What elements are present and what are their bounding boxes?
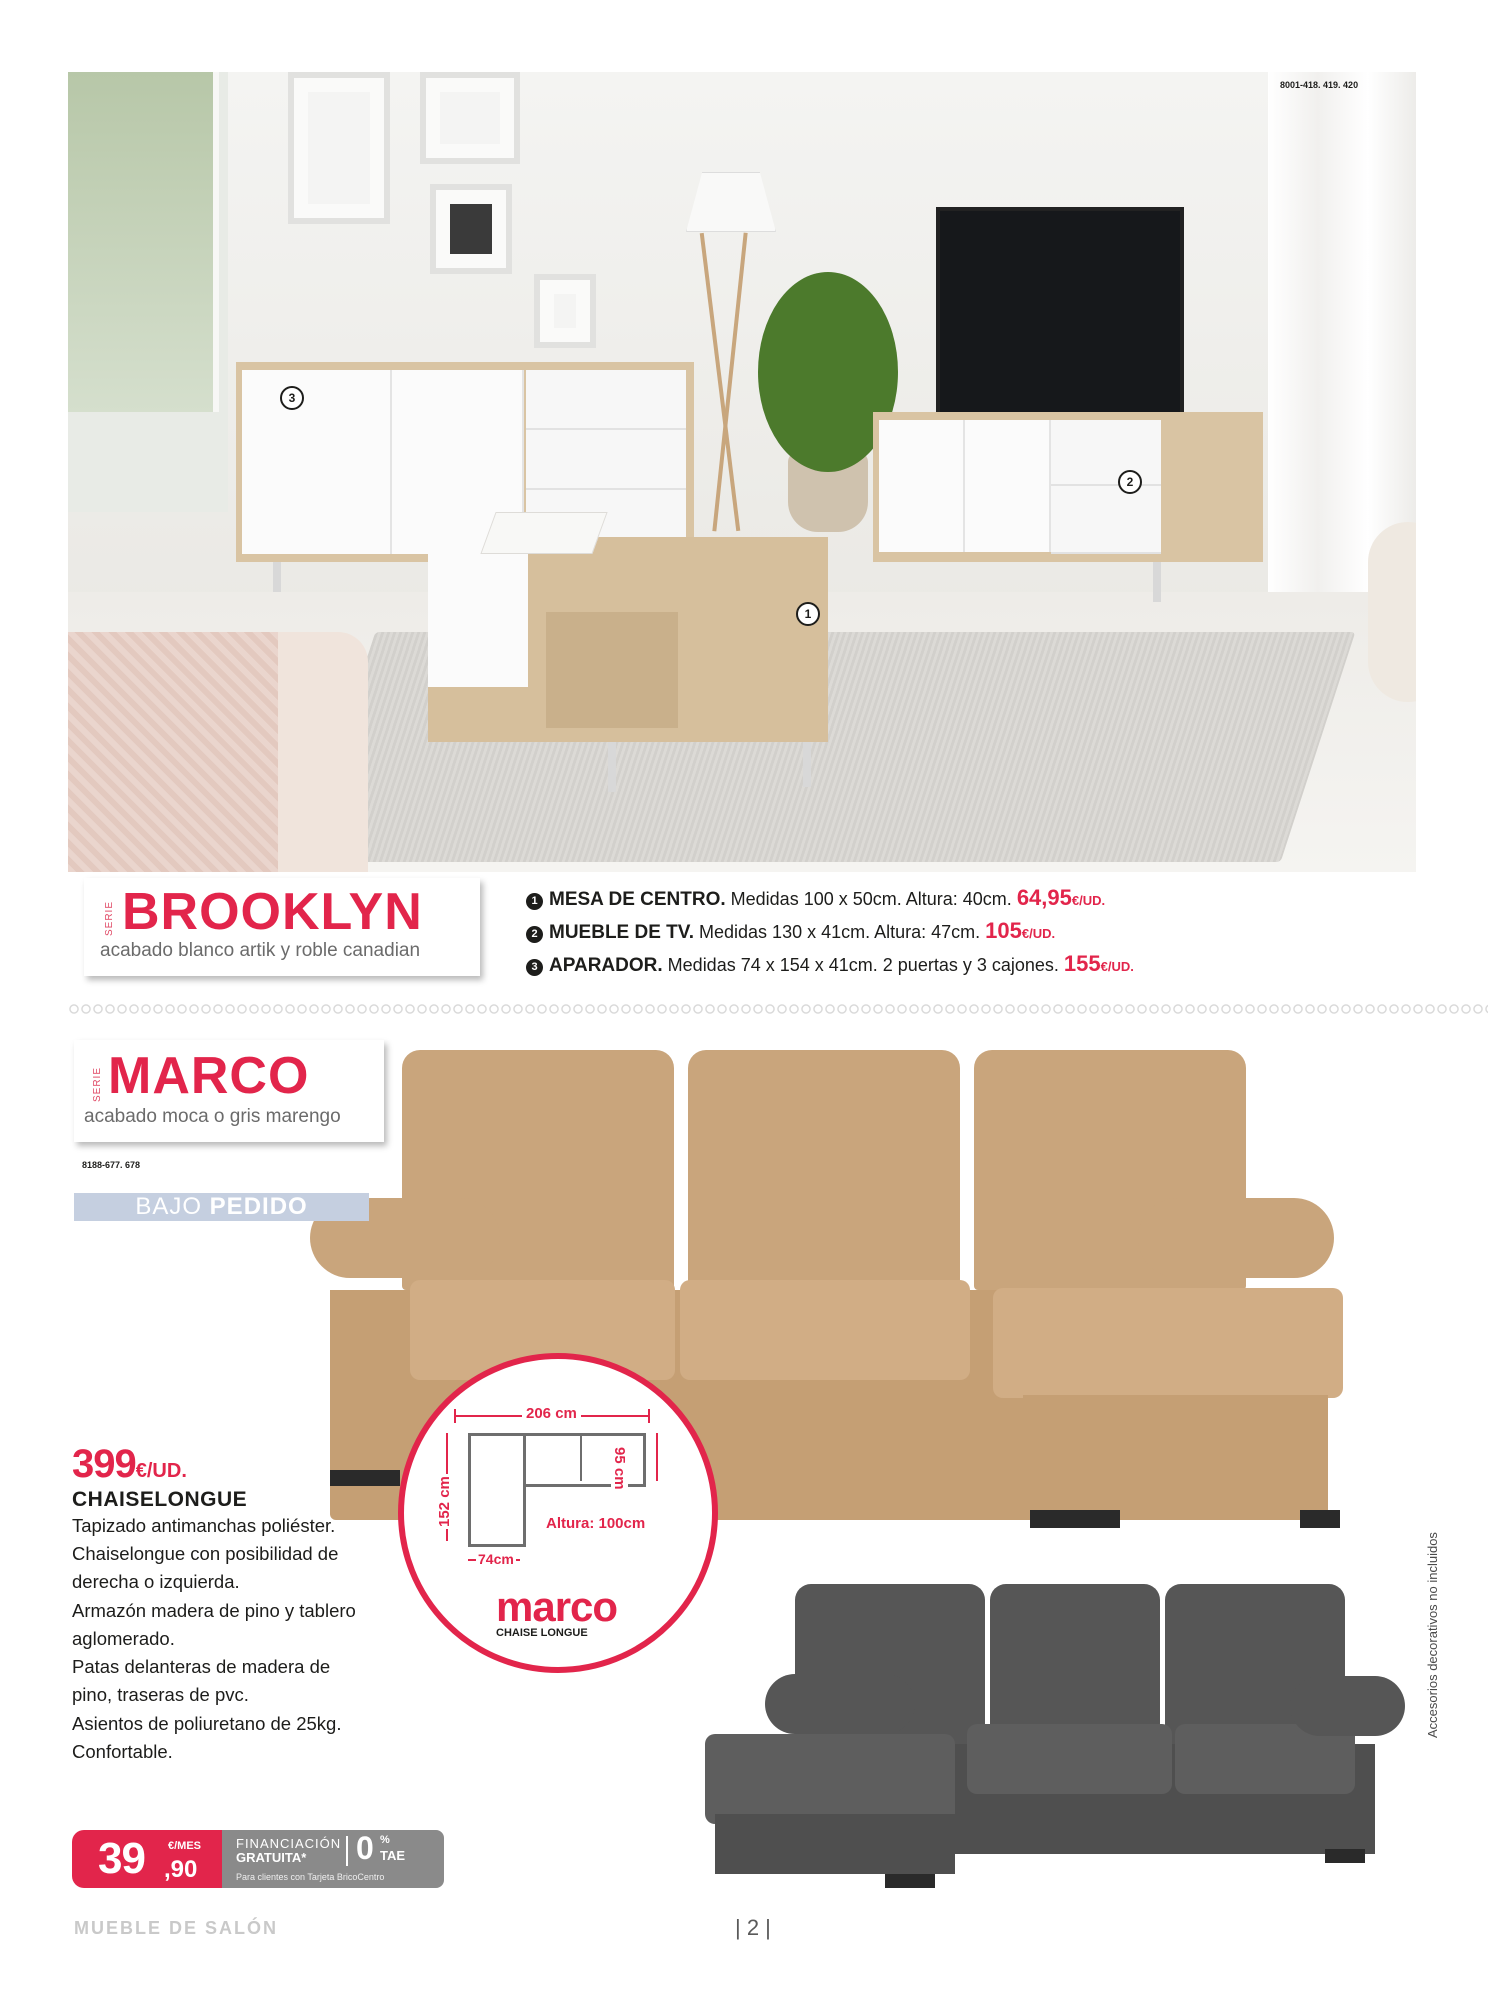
- description-line: Patas delanteras de madera de: [72, 1656, 331, 1677]
- marker-1: 1: [796, 602, 820, 626]
- chaise-depth-label: 152 cm: [436, 1476, 453, 1527]
- item-row: 3 APARADOR. Medidas 74 x 154 x 41cm. 2 puertas y 3 cajones. 155€/UD.: [526, 951, 1134, 977]
- brooklyn-ref-code: 8001-418. 419. 420: [1280, 80, 1359, 90]
- description-line: Confortable.: [72, 1741, 173, 1762]
- chaise-width-label: 74cm: [478, 1551, 514, 1567]
- description-line: derecha o izquierda.: [72, 1571, 240, 1592]
- marco-title: MARCO: [108, 1047, 310, 1105]
- serie-tag: SERIE: [104, 900, 115, 936]
- tae-rate: 0: [356, 1830, 374, 1866]
- monthly-dec: ,90: [164, 1856, 198, 1883]
- brooklyn-room-photo: [68, 72, 1416, 872]
- tv-stand: [873, 412, 1263, 562]
- financing-note: Para clientes con Tarjeta BricoCentro: [236, 1872, 385, 1882]
- bajo-pedido-label: BAJO PEDIDO: [135, 1193, 308, 1220]
- product-name: CHAISELONGUE: [72, 1488, 248, 1511]
- marker-2: 2: [1118, 470, 1142, 494]
- height-label: Altura: 100cm: [546, 1515, 646, 1532]
- wall-frame: [288, 72, 390, 224]
- pouf: [1368, 522, 1416, 702]
- marker-3: 3: [280, 386, 304, 410]
- brooklyn-subtitle: acabado blanco artik y roble canadian: [100, 940, 421, 961]
- brooklyn-title: BROOKLYN: [122, 883, 423, 941]
- price: 155: [1063, 951, 1101, 976]
- section-divider: [68, 1003, 1488, 1015]
- section-footer: MUEBLE DE SALÓN: [74, 1918, 279, 1938]
- sofa-gris: [705, 1584, 1405, 1889]
- item-row: 2 MUEBLE DE TV. Medidas 130 x 41cm. Altura: 47cm. 105€/UD.: [526, 918, 1134, 944]
- wall-frame: [430, 184, 512, 274]
- sideboard: [236, 362, 694, 562]
- description-line: Armazón madera de pino y tablero: [72, 1600, 356, 1621]
- floor-lamp: [686, 172, 776, 232]
- monthly-int: 39: [98, 1834, 145, 1883]
- description-line: Asientos de poliuretano de 25kg.: [72, 1713, 342, 1734]
- page-number: | 2 |: [735, 1915, 771, 1940]
- small-frame: [534, 274, 596, 348]
- item-row: 1 MESA DE CENTRO. Medidas 100 x 50cm. Altura: 40cm. 64,95€/UD.: [526, 885, 1134, 911]
- television: [936, 207, 1184, 430]
- depth-label: 95 cm: [611, 1447, 628, 1490]
- width-label: 206 cm: [522, 1405, 581, 1422]
- window: [68, 72, 219, 412]
- marco-price: 399€/UD.: [72, 1442, 187, 1486]
- marco-logo-sub: CHAISE LONGUE: [496, 1627, 588, 1639]
- book: [480, 512, 607, 554]
- marco-series-label: [74, 1040, 384, 1142]
- description-line: Chaiselongue con posibilidad de: [72, 1543, 339, 1564]
- brooklyn-items: [526, 885, 1134, 977]
- wall-frame: [420, 72, 520, 164]
- brooklyn-series-label: [84, 878, 480, 976]
- blanket: [68, 632, 278, 872]
- marco-subtitle: acabado moca o gris marengo: [84, 1106, 341, 1127]
- marco-ref-code: 8188-677. 678: [82, 1160, 141, 1170]
- description-line: Tapizado antimanchas poliéster.: [72, 1515, 336, 1536]
- description-line: aglomerado.: [72, 1628, 175, 1649]
- accessories-note: Accesorios decorativos no incluidos: [1425, 1532, 1440, 1738]
- marco-logo: marco: [496, 1583, 618, 1630]
- dimensions-badge: [398, 1353, 718, 1673]
- financing-info: FINANCIACIÓN GRATUITA* 0 % TAE Para clientes con Tarjeta BricoCentro: [222, 1830, 444, 1888]
- financing-monthly: 39 €/MES ,90: [72, 1830, 222, 1888]
- price: 64,95: [1016, 885, 1072, 910]
- description-line: pino, traseras de pvc.: [72, 1684, 249, 1705]
- serie-tag: SERIE: [92, 1066, 103, 1102]
- price: 105: [985, 918, 1022, 943]
